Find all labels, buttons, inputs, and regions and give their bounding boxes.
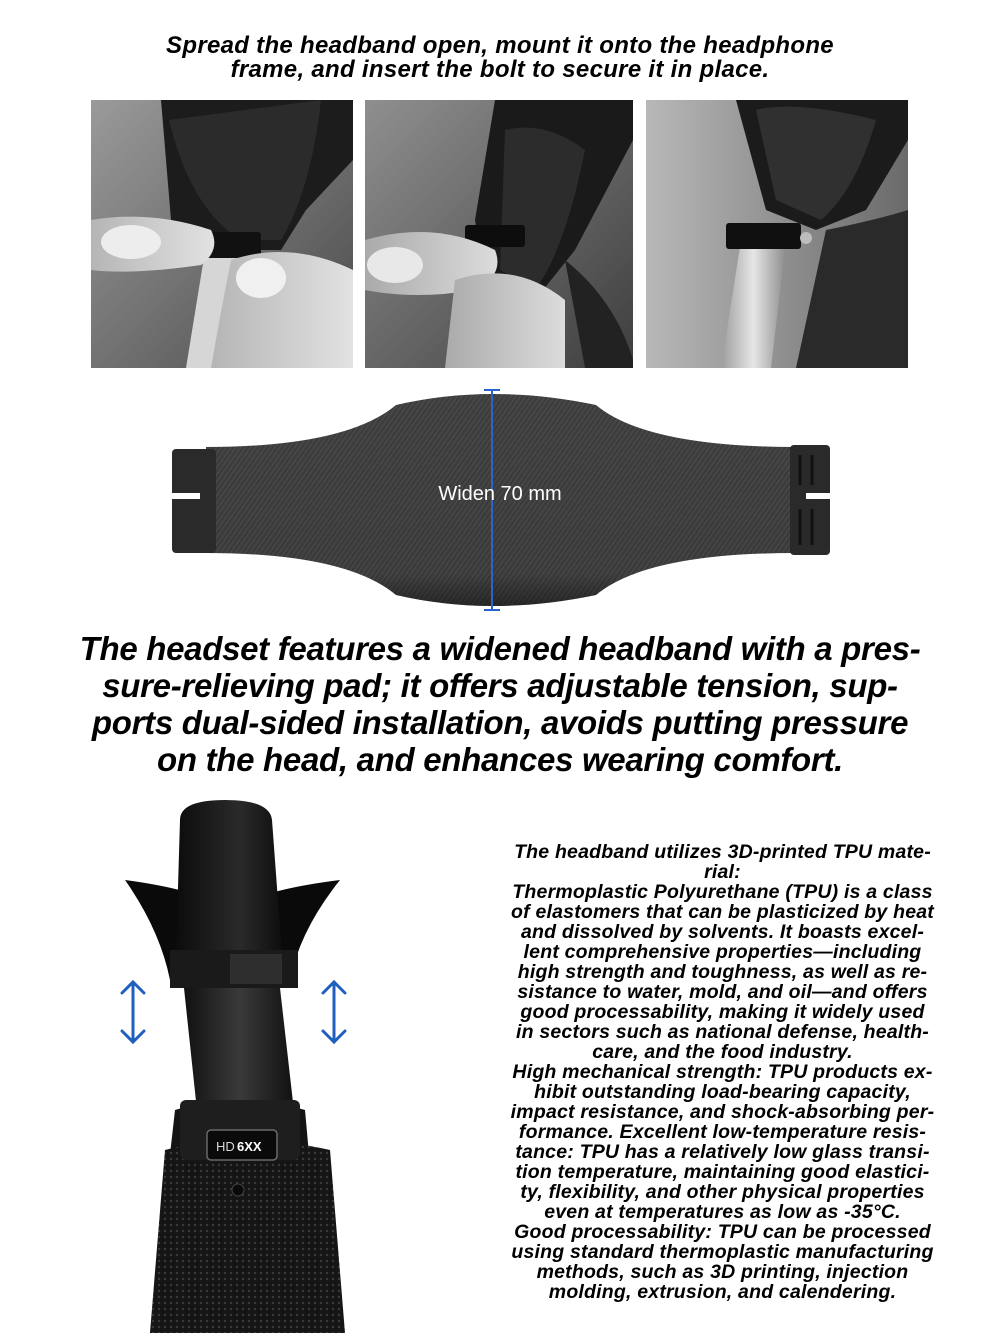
headline [0, 630, 1000, 778]
desc-line: of elastomers that can be plasticized by heat [511, 901, 934, 923]
desc-line: high strength and toughness, as well as re- [517, 961, 928, 983]
install-step-photo-3 [646, 100, 908, 368]
widened-headband-image [166, 385, 836, 615]
top-caption [0, 34, 1000, 82]
desc-line: ty, flexibility, and other physical properties [520, 1181, 925, 1203]
desc-line: Good processability: TPU can be processed [514, 1221, 931, 1243]
material-description [470, 842, 975, 1302]
desc-line: lent comprehensive properties—including [523, 941, 922, 963]
desc-line: methods, such as 3D printing, injection [536, 1261, 909, 1283]
desc-line: tance: TPU has a relatively low glass transi- [515, 1141, 930, 1163]
headline-line-4: on the head, and enhances wearing comfort. [156, 741, 844, 778]
desc-line: tion temperature, maintaining good elastici- [515, 1161, 930, 1183]
top-caption-line-2: frame, and insert the bolt to secure it in place. [230, 56, 770, 83]
desc-line: The headband utilizes 3D-printed TPU mate- [514, 841, 931, 863]
desc-line: impact resistance, and shock-absorbing per- [510, 1101, 935, 1123]
desc-line: in sectors such as national defense, health- [516, 1021, 929, 1043]
headphone-model-name: 6XX [237, 1139, 262, 1154]
desc-line: formance. Excellent low-temperature resis- [518, 1121, 927, 1143]
desc-line: care, and the food industry. [592, 1041, 853, 1063]
desc-line: using standard thermoplastic manufacturing [511, 1241, 934, 1263]
headline-line-3: ports dual-sided installation, avoids putting pressure [91, 704, 909, 741]
install-step-photo-1 [91, 100, 353, 368]
desc-line: Thermoplastic Polyurethane (TPU) is a class [512, 881, 933, 903]
desc-line: molding, extrusion, and calendering. [548, 1281, 897, 1303]
top-caption-line-1: Spread the headband open, mount it onto the headphone [166, 32, 834, 59]
desc-line: sistance to water, mold, and oil—and offers [517, 981, 928, 1003]
desc-line: even at temperatures as low as -35°C. [544, 1201, 901, 1223]
desc-line: High mechanical strength: TPU products ex- [512, 1061, 933, 1083]
headphone-side-image [0, 790, 460, 1333]
desc-line: good processability, making it widely used [520, 1001, 925, 1023]
desc-line: rial: [704, 861, 741, 883]
adjust-arrow-left-icon [122, 982, 144, 1042]
headline-line-1: The headset features a widened headband with a pres- [79, 630, 921, 667]
adjust-arrow-right-icon [323, 982, 345, 1042]
desc-line: hibit outstanding load-bearing capacity, [534, 1081, 911, 1103]
desc-line: and dissolved by solvents. It boasts excel- [520, 921, 925, 943]
headline-line-2: sure-relieving pad; it offers adjustable tension, sup- [102, 667, 898, 704]
headband-width-label: Widen 70 mm [438, 483, 562, 505]
headphone-model-brand: HD [216, 1139, 235, 1154]
install-step-photo-2 [365, 100, 633, 368]
